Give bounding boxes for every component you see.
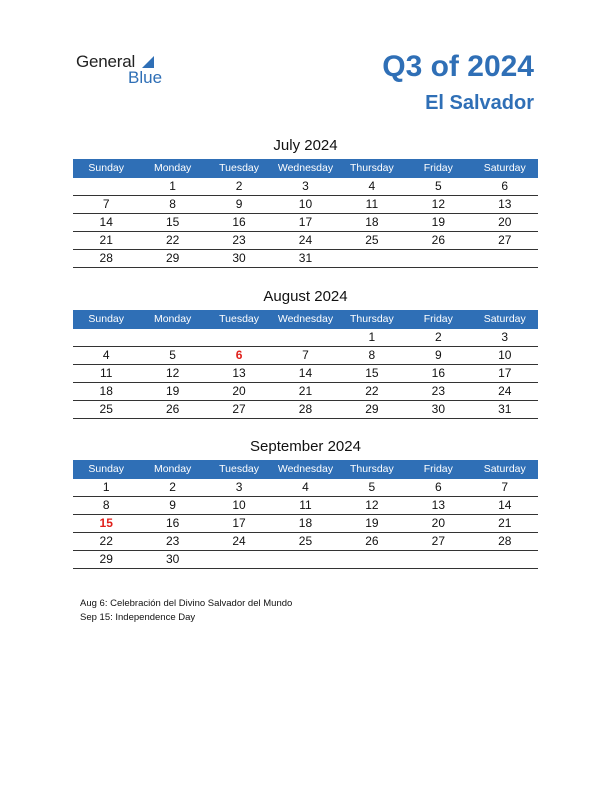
date-cell: 17: [298, 215, 313, 229]
date-cell: 14: [99, 215, 113, 229]
weekday-header-row: [73, 460, 538, 479]
date-cell: 26: [431, 233, 445, 247]
date-cell: 20: [431, 516, 445, 530]
date-cell: 14: [498, 498, 512, 512]
date-cell: 11: [99, 366, 113, 380]
week-row: [73, 214, 538, 232]
date-cell: 25: [365, 233, 379, 247]
month-calendar-september: [73, 438, 538, 569]
date-cell: 16: [431, 366, 445, 380]
weekday-header-friday: Friday: [423, 463, 453, 475]
date-cell: 30: [232, 251, 246, 265]
date-cell: 12: [165, 366, 180, 380]
date-cell: 9: [169, 498, 176, 512]
date-cell: 27: [232, 402, 246, 416]
weekday-header-row: [73, 310, 538, 329]
week-row: [73, 383, 538, 401]
date-cell: 5: [169, 348, 176, 362]
weekday-header-friday: Friday: [423, 162, 453, 174]
date-cell: 18: [298, 516, 313, 530]
empty-date-cell: [272, 329, 338, 346]
week-row: [73, 533, 538, 551]
weekday-header-friday: Friday: [423, 313, 453, 325]
date-cell: 12: [431, 197, 445, 211]
empty-date-cell: [272, 551, 338, 568]
generalblue-logo: [76, 52, 176, 92]
date-cell: 29: [365, 402, 379, 416]
date-cell: 10: [232, 498, 246, 512]
empty-date-cell: [405, 551, 471, 568]
date-cell: 18: [365, 215, 379, 229]
date-cell: 16: [232, 215, 246, 229]
date-cell: 19: [165, 384, 180, 398]
date-cell: 23: [232, 233, 246, 247]
weekday-header-wednesday: Wednesday: [277, 463, 334, 475]
date-cell: 30: [165, 552, 180, 566]
holiday-note: Sep 15: Independence Day: [80, 612, 196, 623]
date-cell: 17: [498, 366, 512, 380]
month-title: August 2024: [263, 288, 348, 305]
date-cell: 13: [232, 366, 246, 380]
week-row: [73, 401, 538, 419]
empty-date-cell: [405, 250, 471, 267]
holiday-note: Aug 6: Celebración del Divino Salvador del Mundo: [80, 598, 293, 609]
date-cell: 19: [365, 516, 379, 530]
date-cell: 10: [298, 197, 313, 211]
holiday-notes: [80, 597, 292, 625]
date-cell: 6: [434, 480, 442, 494]
date-cell: 8: [169, 197, 176, 211]
date-cell: 31: [498, 402, 512, 416]
date-cell: 15: [165, 215, 180, 229]
week-row: [73, 479, 538, 497]
date-cell: 6: [501, 179, 509, 193]
date-cell: 21: [298, 384, 313, 398]
date-cell: 28: [498, 534, 512, 548]
week-row: [73, 329, 538, 347]
weekday-header-monday: Monday: [153, 313, 192, 325]
empty-date-cell: [206, 329, 272, 346]
date-cell: 22: [99, 534, 113, 548]
date-cell: 3: [235, 480, 243, 494]
month-title: July 2024: [273, 137, 338, 154]
date-cell: 7: [501, 480, 509, 494]
date-cell: 22: [165, 233, 180, 247]
weekday-header-sunday: Sunday: [88, 313, 125, 325]
weekday-header-sunday: Sunday: [88, 162, 125, 174]
empty-date-cell: [339, 551, 405, 568]
weekday-header-thursday: Thursday: [350, 162, 394, 174]
weekday-header-tuesday: Tuesday: [219, 162, 259, 174]
date-cell: 13: [498, 197, 512, 211]
date-cell: 3: [302, 179, 309, 193]
weekday-header-monday: Monday: [153, 463, 192, 475]
empty-date-cell: [73, 329, 139, 346]
weekday-header-tuesday: Tuesday: [219, 463, 259, 475]
week-row: [73, 497, 538, 515]
weekday-header-wednesday: Wednesday: [277, 313, 334, 325]
date-cell: 7: [302, 348, 309, 362]
date-cell: 8: [102, 498, 110, 512]
date-cell: 21: [498, 516, 512, 530]
week-row: [73, 551, 538, 569]
date-cell: 31: [298, 251, 313, 265]
date-cell: 2: [235, 179, 243, 193]
weekday-header-saturday: Saturday: [483, 313, 526, 325]
weekday-header-thursday: Thursday: [350, 313, 394, 325]
weekday-header-monday: Monday: [153, 162, 192, 174]
weekday-header-sunday: Sunday: [88, 463, 125, 475]
week-row: [73, 178, 538, 196]
date-cell: 1: [368, 330, 376, 344]
date-cell: 4: [102, 348, 110, 362]
date-cell: 24: [232, 534, 246, 548]
date-cell: 1: [102, 480, 110, 494]
date-cell: 8: [368, 348, 376, 362]
date-cell: 27: [498, 233, 512, 247]
week-row: [73, 250, 538, 268]
week-row: [73, 365, 538, 383]
date-cell: 17: [232, 516, 246, 530]
weekday-header-tuesday: Tuesday: [219, 313, 259, 325]
date-cell: 23: [165, 534, 180, 548]
weekday-header-saturday: Saturday: [483, 463, 526, 475]
page-title: Q3 of 2024: [382, 50, 534, 83]
date-cell: 4: [368, 179, 376, 193]
date-cell: 29: [165, 251, 180, 265]
holiday-date-cell: 6: [235, 348, 243, 362]
month-calendar-july: [73, 137, 538, 268]
date-cell: 28: [298, 402, 313, 416]
logo-triangle-icon: [140, 54, 156, 70]
date-cell: 2: [169, 480, 176, 494]
country-title: El Salvador: [425, 92, 534, 114]
week-row: [73, 232, 538, 250]
weekday-header-saturday: Saturday: [483, 162, 526, 174]
date-cell: 27: [431, 534, 445, 548]
weekday-header-row: [73, 159, 538, 178]
date-cell: 28: [99, 251, 113, 265]
date-cell: 15: [365, 366, 379, 380]
logo-text-blue: Blue: [128, 68, 163, 87]
date-cell: 13: [431, 498, 445, 512]
date-cell: 3: [501, 330, 509, 344]
date-cell: 24: [298, 233, 313, 247]
date-cell: 11: [299, 498, 312, 512]
date-cell: 26: [365, 534, 379, 548]
date-cell: 16: [165, 516, 180, 530]
empty-date-cell: [206, 551, 272, 568]
empty-date-cell: [339, 250, 405, 267]
date-cell: 18: [99, 384, 113, 398]
date-cell: 2: [434, 330, 442, 344]
week-row: [73, 196, 538, 214]
empty-date-cell: [73, 178, 139, 195]
date-cell: 1: [169, 179, 176, 193]
empty-date-cell: [472, 250, 538, 267]
date-cell: 21: [99, 233, 113, 247]
month-title: September 2024: [250, 438, 361, 455]
date-cell: 4: [302, 480, 309, 494]
date-cell: 25: [99, 402, 113, 416]
empty-date-cell: [139, 329, 205, 346]
date-cell: 12: [365, 498, 379, 512]
date-cell: 20: [232, 384, 246, 398]
logo-text-general: General: [76, 52, 136, 71]
date-cell: 19: [431, 215, 445, 229]
week-row: [73, 347, 538, 365]
date-cell: 5: [368, 480, 376, 494]
date-cell: 10: [498, 348, 512, 362]
date-cell: 14: [298, 366, 313, 380]
date-cell: 20: [498, 215, 512, 229]
date-cell: 29: [99, 552, 113, 566]
date-cell: 9: [434, 348, 442, 362]
month-calendar-august: [73, 288, 538, 419]
empty-date-cell: [472, 551, 538, 568]
date-cell: 25: [298, 534, 313, 548]
weekday-header-thursday: Thursday: [350, 463, 394, 475]
date-cell: 11: [365, 197, 379, 211]
date-cell: 26: [165, 402, 180, 416]
weekday-header-wednesday: Wednesday: [277, 162, 334, 174]
date-cell: 7: [102, 197, 110, 211]
week-row: [73, 515, 538, 533]
date-cell: 22: [365, 384, 379, 398]
date-cell: 23: [431, 384, 445, 398]
date-cell: 24: [498, 384, 512, 398]
date-cell: 5: [434, 179, 442, 193]
holiday-date-cell: 15: [99, 516, 113, 530]
date-cell: 9: [235, 197, 243, 211]
date-cell: 30: [431, 402, 445, 416]
